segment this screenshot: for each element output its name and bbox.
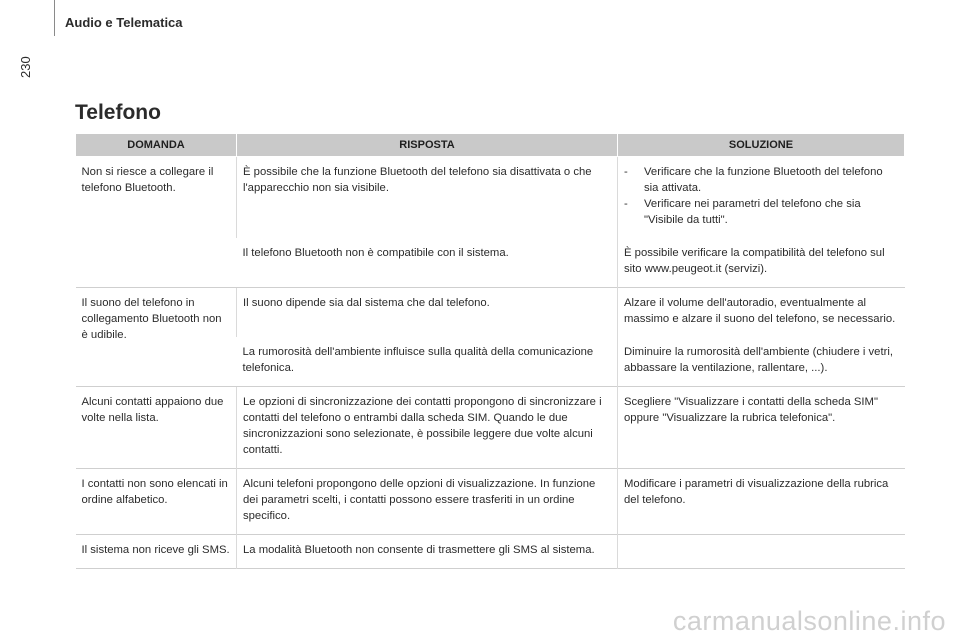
table-row xyxy=(76,288,905,338)
answer-cell: Le opzioni di sincronizzazione dei contatti propongono di sincronizzare i contatti del telefono o entrambi dalla scheda SIM. Quando le due sincronizzazioni sono selezionate, è possibile leggere due volte alcuni contatti. xyxy=(237,387,618,469)
answer-cell: Il telefono Bluetooth non è compatibile con il sistema. xyxy=(242,247,509,259)
table-row xyxy=(76,535,905,569)
answer-cell: Alcuni telefoni propongono delle opzioni di visualizzazione. In funzione dei parametri scelti, i contatti possono essere trasferiti in un ordine specifico. xyxy=(237,469,618,535)
question-cell: I contatti non sono elencati in ordine alfabetico. xyxy=(76,469,237,535)
answer-cell: È possibile che la funzione Bluetooth del telefono sia disattivata o che l'apparecchio non sia visibile. xyxy=(237,157,618,239)
table-row xyxy=(76,469,905,535)
section-title: Audio e Telematica xyxy=(65,15,183,30)
page-number: 230 xyxy=(18,56,33,78)
page-title: Telefono xyxy=(75,101,161,124)
solution-item-text: Verificare nei parametri del telefono che sia "Visibile da tutti". xyxy=(644,198,861,226)
solution-cell xyxy=(618,157,905,239)
question-cell: Il sistema non riceve gli SMS. xyxy=(76,535,237,569)
solution-item-text: Verificare che la funzione Bluetooth del telefono sia attivata. xyxy=(644,166,883,194)
solution-cell: È possibile verificare la compatibilità del telefono sul sito www.peugeot.it (servizi). xyxy=(618,238,905,288)
header-rule xyxy=(54,0,55,36)
watermark-text: carmanualsonline.info xyxy=(672,606,946,636)
solution-cell xyxy=(618,535,905,569)
troubleshooting-table xyxy=(75,133,905,569)
answer-cell: La rumorosità dell'ambiente influisce sulla qualità della comunicazione telefonica. xyxy=(242,346,594,374)
question-cell: Alcuni contatti appaiono due volte nella lista. xyxy=(76,387,237,469)
column-header-domanda: DOMANDA xyxy=(76,134,237,157)
solution-list-item xyxy=(624,164,899,196)
solution-cell: Alzare il volume dell'autoradio, eventualmente al massimo e alzare il suono del telefono, se necessario. xyxy=(618,288,905,338)
solution-list-item xyxy=(624,196,899,228)
question-cell: Non si riesce a collegare il telefono Bluetooth. xyxy=(81,166,214,194)
question-cell: Il suono del telefono in collegamento Bluetooth non è udibile. xyxy=(76,288,237,387)
table-row xyxy=(76,387,905,469)
dash-bullet: - xyxy=(624,198,628,210)
solution-cell: Scegliere "Visualizzare i contatti della scheda SIM" oppure "Visualizzare la rubrica telefonica". xyxy=(618,387,905,469)
table-header-row xyxy=(76,134,905,157)
table-row xyxy=(76,157,905,239)
solution-cell: Diminuire la rumorosità dell'ambiente (chiudere i vetri, abbassare la ventilazione, rallentare, ...). xyxy=(618,337,905,387)
answer-cell: La modalità Bluetooth non consente di trasmettere gli SMS al sistema. xyxy=(237,535,618,569)
dash-bullet: - xyxy=(624,166,628,178)
column-header-soluzione: SOLUZIONE xyxy=(618,134,905,157)
column-header-risposta: RISPOSTA xyxy=(237,134,618,157)
solution-cell: Modificare i parametri di visualizzazione della rubrica del telefono. xyxy=(618,469,905,535)
answer-cell: Il suono dipende sia dal sistema che dal telefono. xyxy=(237,288,618,338)
